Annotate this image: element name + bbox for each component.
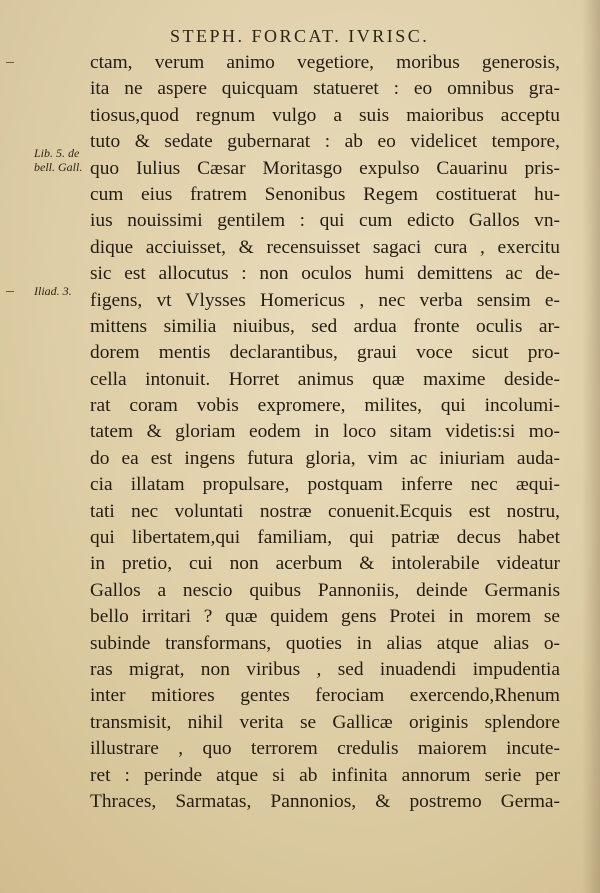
text-line: qui libertatem,qui familiam, qui patriæ decus habet bbox=[90, 527, 560, 549]
text-line: tatem & gloriam eodem in loco sitam videtis:si mo- bbox=[90, 421, 560, 443]
text-line: sic est allocutus : non oculos humi demittens ac de- bbox=[90, 263, 560, 285]
text-line: rat coram vobis expromere, milites, qui incolumi- bbox=[90, 395, 560, 417]
text-line: figens, vt Vlysses Homericus , nec verba sensim e- bbox=[90, 289, 560, 311]
text-line: tuto & sedate gubernarat : ab eo videlicet tempore, bbox=[90, 131, 560, 153]
text-line: dique acciuisset, & recensuisset sagaci cura , exercitu bbox=[90, 236, 560, 258]
text-line: Thraces, Sarmatas, Pannonios, & postremo Germa- bbox=[90, 790, 560, 812]
text-line: in pretio, cui non acerbum & intolerabile videatur bbox=[90, 553, 560, 575]
body-text bbox=[90, 50, 560, 815]
page-gutter-shadow bbox=[582, 0, 600, 893]
text-line: inter mitiores gentes ferociam exercendo,Rhenum bbox=[90, 685, 560, 707]
text-line: tiosus,quod regnum vulgo a suis maioribus acceptu bbox=[90, 104, 560, 126]
text-line: bello irritari ? quæ quidem gens Protei in morem se bbox=[90, 606, 560, 628]
text-line: mittens similia niuibus, sed ardua fronte oculis ar- bbox=[90, 315, 560, 337]
text-line: cia illatam propulsare, postquam inferre nec æqui- bbox=[90, 474, 560, 496]
text-line: ctam, verum animo vegetiore, moribus generosis, bbox=[90, 52, 560, 73]
text-line: subinde transformans, quoties in alias atque alias o- bbox=[90, 632, 560, 654]
text-line: quo Iulius Cæsar Moritasgo expulso Cauarinu pris- bbox=[90, 157, 560, 179]
marginal-note-2 bbox=[34, 284, 72, 298]
marginal-note-2-line-1: Iliad. 3. bbox=[34, 284, 72, 298]
margin-mark bbox=[6, 62, 14, 63]
running-head: STEPH. FORCAT. IVRISC. bbox=[170, 26, 430, 46]
text-line: cum eius fratrem Senonibus Regem costituerat hu- bbox=[90, 183, 560, 205]
text-line: transmisit, nihil verita se Gallicæ originis splendore bbox=[90, 711, 560, 733]
text-line: ret : perinde atque si ab infinita annorum serie per bbox=[90, 764, 560, 786]
text-line: cella intonuit. Horret animus quæ maxime deside- bbox=[90, 368, 560, 390]
marginal-note-1 bbox=[34, 146, 82, 174]
text-line: tati nec voluntati nostræ conuenit.Ecquis est nostru, bbox=[90, 500, 560, 522]
marginal-note-1-line-2: bell. Gall. bbox=[34, 160, 83, 174]
text-line: illustrare , quo terrorem credulis maiorem incute- bbox=[90, 738, 560, 760]
text-line: ita ne aspere quicquam statueret : eo omnibus gra- bbox=[90, 78, 560, 100]
text-line: dorem mentis declarantibus, graui voce sicut pro- bbox=[90, 342, 560, 364]
text-line: ius nouissimi gentilem : qui cum edicto Gallos vn- bbox=[90, 210, 560, 232]
text-line: Gallos a nescio quibus Pannoniis, deinde Germanis bbox=[90, 579, 560, 601]
marginal-note-1-line-1: Lib. 5. de bbox=[34, 146, 80, 160]
text-line: do ea est ingens futura gloria, vim ac iniuriam auda- bbox=[90, 447, 560, 469]
text-line: ras migrat, non viribus , sed inuadendi impudentia bbox=[90, 658, 560, 680]
margin-mark bbox=[6, 291, 14, 292]
